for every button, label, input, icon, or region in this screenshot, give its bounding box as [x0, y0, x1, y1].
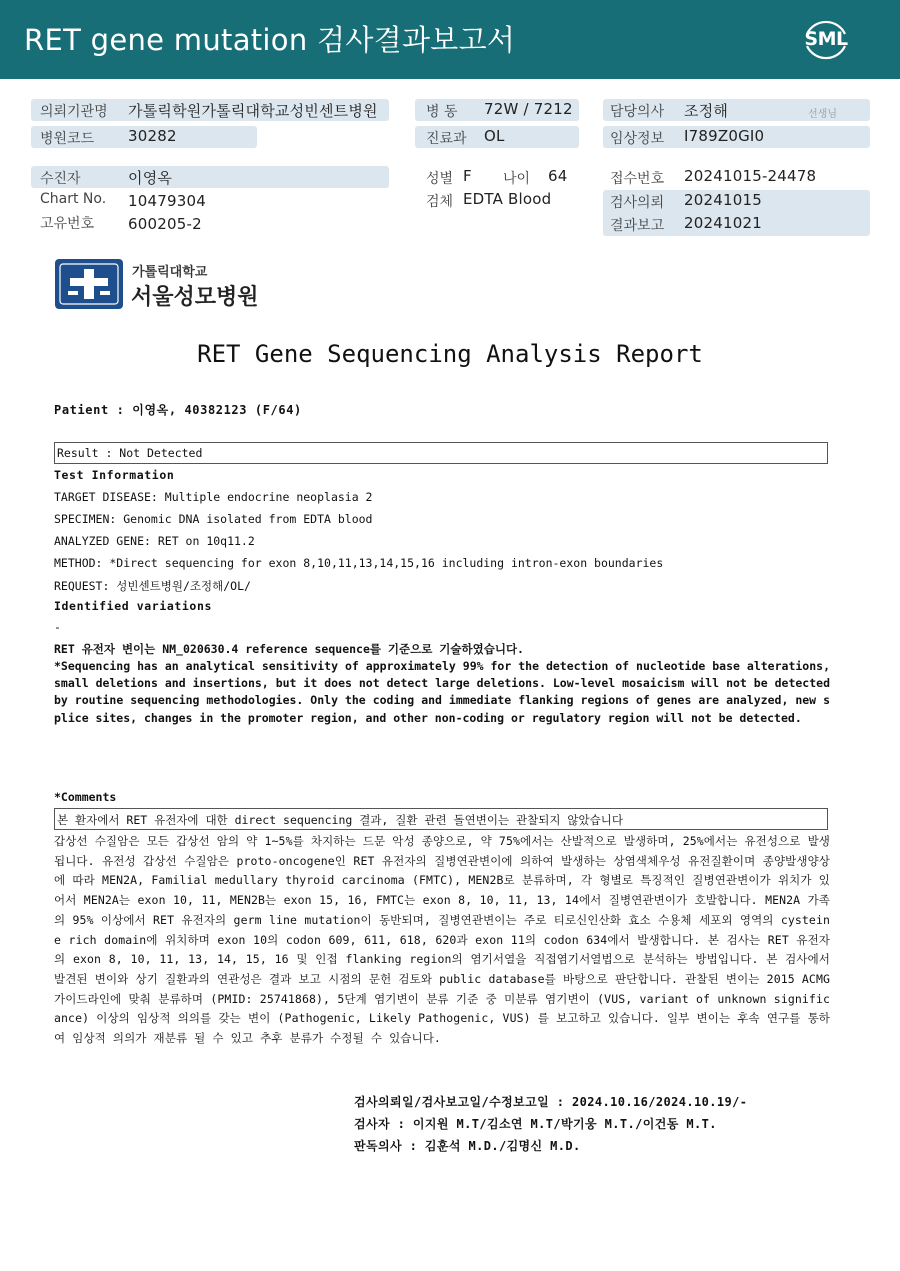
identified-value: - [54, 620, 61, 634]
comment-summary: 본 환자에서 RET 유전자에 대한 direct sequencing 결과, 질환 관련 돌연변이는 관찰되지 않았습니다 [57, 813, 623, 827]
sml-logo-text: SML [804, 28, 848, 50]
department-value: OL [484, 127, 505, 145]
unique-label: 고유번호 [40, 216, 95, 232]
ward-value: 72W / 7212 [484, 100, 573, 118]
chart-value: 10479304 [128, 192, 206, 210]
hospital-code-label: 병원코드 [40, 131, 95, 147]
doctor-suffix: 선생님 [808, 109, 837, 120]
specimen-value: EDTA Blood [463, 190, 552, 208]
ward-label: 병 동 [426, 104, 458, 120]
hospital-code-value: 30282 [128, 127, 177, 145]
test-info-heading: Test Information [54, 468, 175, 482]
receipt-value: 20241015-24478 [684, 167, 817, 185]
readers-line: 판독의사 : 김훈석 M.D./김명신 M.D. [354, 1139, 581, 1153]
sex-value: F [463, 167, 472, 185]
specimen-label: 검체 [426, 194, 454, 210]
doctor-label: 담당의사 [610, 104, 665, 120]
result-line: Result : Not Detected [57, 446, 203, 460]
page-title: RET gene mutation 검사결과보고서 [24, 23, 516, 57]
age-value: 64 [548, 167, 568, 185]
institution-value: 가톨릭학원가톨릭대학교성빈센트병원 [128, 102, 378, 120]
request-value: 20241015 [684, 191, 762, 209]
report-header-bar [0, 0, 900, 79]
result-box [54, 442, 828, 464]
sensitivity-note: *Sequencing has an analytical sensitivity of approximately 99% for the detection of nucleotide base alterations, small deletions and insertions, but it does not detect large deletions. Low-level mosaicism will not be detected by routine sequencing methodologies. Only the coding and immediate flanking regions of genes are analyzed, new splice sites, changes in the promoter region, and other non-coding or regulatory region will not be detected. [54, 659, 830, 725]
method-line: METHOD: *Direct sequencing for exon 8,10,11,13,14,15,16 including intron-exon boundaries [54, 556, 664, 570]
patient-line: Patient : 이영옥, 40382123 (F/64) [54, 403, 302, 417]
identified-heading: Identified variations [54, 599, 212, 613]
request-label: 검사의뢰 [610, 195, 665, 211]
patient-value: 이영옥 [128, 169, 173, 187]
receipt-label: 접수번호 [610, 171, 665, 187]
patient-row-bg [31, 166, 389, 188]
specimen-line: SPECIMEN: Genomic DNA isolated from EDTA blood [54, 512, 373, 526]
chart-label: Chart No. [40, 191, 107, 207]
request-line: REQUEST: 성빈센트병원/조정해/OL/ [54, 579, 251, 593]
patient-label: 수진자 [40, 171, 81, 187]
comment-body: 갑상선 수질암은 모든 갑상선 암의 약 1~5%를 차지하는 드문 악성 종양으로, 약 75%에서는 산발적으로 발생하며, 25%에서는 유전성으로 발생됩니다. 유전성 갑상선 수질암은 proto-oncogene인 RET 유전자의 질병연관변이에 의하여 발생하는 상염색체우성 유전질환이며 종양발생양상에 따라 MEN2A, Familial medullary thyroid carcinoma (FMTC), MEN2B로 분류하며, 각 형별로 특징적인 질병연관변이가 위치가 있어서 MEN2A는 exon 10, 11, MEN2B는 exon 15, 16, FMTC는 exon 8, 10, 11, 13, 14에서 질병연관변이가 호발합니다. MEN2A 가족의 95% 이상에서 RET 유전자의 germ line mutation이 동반되며, 질병연관변이는 주로 티로신인산화 효소 수용체 세포외 영역의 cysteine rich domain에 위치하며 exon 10의 codon 609, 611, 618, 620과 exon 11의 codon 634에서 발생합니다. 본 검사는 RET 유전자의 exon 8, 10, 11, 13, 14, 15, 16 및 인접 flanking region의 염기서열을 직접염기서열법으로 분석하는 방법입니다. 본 검사에서 발견된 변이와 상기 질환과의 연관성은 결과 보고 시점의 문헌 검토와 public database를 바탕으로 판단합니다. 관찰된 변이는 2015 ACMG 가이드라인에 맞춰 분류하며 (PMID: 25741868), 5단계 염기변이 분류 기준 중 미분류 염기변이 (VUS, variant of unknown significance) 이상의 임상적 의의를 갖는 변이 (Pathogenic, Likely Pathogenic, VUS) 를 보고하고 있습니다. 일부 변이는 후속 연구를 통하여 임상적 의의가 재분류 될 수 있고 추후 분류가 수정될 수 있습니다. [54, 834, 830, 1046]
hospital-big-name: 서울성모병원 [131, 285, 259, 310]
doctor-value: 조정해 [684, 102, 729, 120]
institution-label: 의뢰기관명 [40, 104, 108, 120]
age-label: 나이 [503, 171, 531, 187]
hospital-emblem [54, 258, 124, 310]
hospital-emblem-icon [54, 258, 124, 310]
clinical-label: 임상정보 [610, 131, 665, 147]
department-label: 진료과 [426, 131, 467, 147]
comments-heading: *Comments [54, 790, 117, 804]
reference-line: RET 유전자 변이는 NM_020630.4 reference sequence를 기준으로 기술하였습니다. [54, 642, 524, 656]
result-value: 20241021 [684, 214, 762, 232]
sex-label: 성별 [426, 171, 454, 187]
hospital-small-name: 가톨릭대학교 [132, 265, 208, 280]
sml-logo [798, 12, 854, 68]
result-label: 결과보고 [610, 218, 665, 234]
testers-line: 검사자 : 이지원 M.T/김소연 M.T/박기웅 M.T./이건동 M.T. [354, 1117, 717, 1131]
comment-box [54, 808, 828, 830]
clinical-value: I789Z0GI0 [684, 127, 765, 145]
dates-line: 검사의뢰일/검사보고일/수정보고일 : 2024.10.16/2024.10.19/- [354, 1095, 748, 1109]
report-title: RET Gene Sequencing Analysis Report [197, 340, 703, 368]
unique-value: 600205-2 [128, 215, 202, 233]
analyzed-gene: ANALYZED GENE: RET on 10q11.2 [54, 534, 255, 548]
target-disease: TARGET DISEASE: Multiple endocrine neoplasia 2 [54, 490, 373, 504]
